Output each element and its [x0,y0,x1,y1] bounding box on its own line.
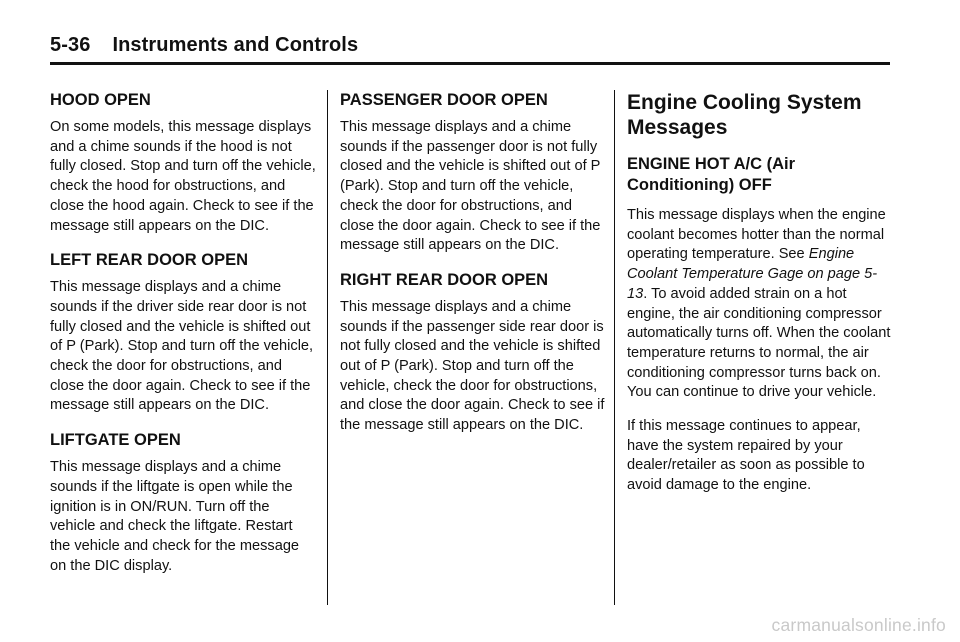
text-engine-hot-ac-off [627,206,893,403]
text-liftgate-open: This message displays and a chime sounds if the liftgate is open while the ignition is in ON/RUN. Turn off the vehicle and check the liftgate. Restart the vehicle and check for the message on the DIC display. [50,459,300,574]
text-engine-hot-part2: . To avoid added strain on a hot engine, the air conditioning compressor automatically turns off. When the coolant temperature returns to normal, the air conditioning compressor turns back on. You can continue to drive your vehicle. [627,285,891,401]
watermark: carmanualsonline.info [771,615,946,635]
page-header [50,34,358,57]
column-divider-2 [614,90,615,605]
heading-hood-open: HOOD OPEN [50,91,151,109]
text-passenger-door-open: This message displays and a chime sounds if the passenger door is not fully closed and the vehicle is shifted out of P (Park). Stop and turn off the vehicle, check the door for obstructions, and close the door again. Check to see if the message still appears on the DIC. [340,119,601,254]
heading-passenger-door-open: PASSENGER DOOR OPEN [340,91,548,109]
column-divider-1 [327,90,328,605]
text-right-rear-door-open: This message displays and a chime sounds if the passenger side rear door is not fully closed and the vehicle is shifted out of P (Park). Stop and turn off the vehicle, check the door for obstructions, and close the door again. Check to see if the message still appears on the DIC. [340,298,605,434]
heading-liftgate-open: LIFTGATE OPEN [50,431,181,450]
column-2 [340,90,606,450]
xref-engine-coolant-temperature-gage[interactable]: Engine Coolant Temperature Gage on page 5-13 [627,246,878,302]
section-title: Instruments and Controls [112,34,359,56]
page-number: 5-36 [50,34,91,56]
column-1 [50,90,316,590]
heading-engine-hot-ac-off: ENGINE HOT A/C (Air Conditioning) OFF [627,155,796,194]
header-rule [50,62,890,65]
text-hood-open: On some models, this message displays and a chime sounds if the hood is not fully closed. Stop and turn off the vehicle, check the hood for obstructions, and close the hood again. Check to see if the message still appears on the DIC. [50,119,316,234]
heading-left-rear-door-open: LEFT REAR DOOR OPEN [50,251,249,270]
text-left-rear-door-open: This message displays and a chime sounds if the driver side rear door is not fully closed and the vehicle is shifted out of P (Park). Stop and turn off the vehicle, check the door for obstructions, and close the door again. Check to see if the message still appears on the DIC. [50,279,314,414]
text-engine-hot-part1: This message displays when the engine coolant becomes hotter than the normal operating temperature. See [627,207,886,263]
heading-engine-cooling-system-messages: Engine Cooling System Messages [627,91,862,139]
column-3 [627,90,893,510]
text-engine-hot-repair: If this message continues to appear, have the system repaired by your dealer/retailer as soon as possible to avoid damage to the engine. [627,418,865,494]
heading-right-rear-door-open: RIGHT REAR DOOR OPEN [340,270,549,289]
